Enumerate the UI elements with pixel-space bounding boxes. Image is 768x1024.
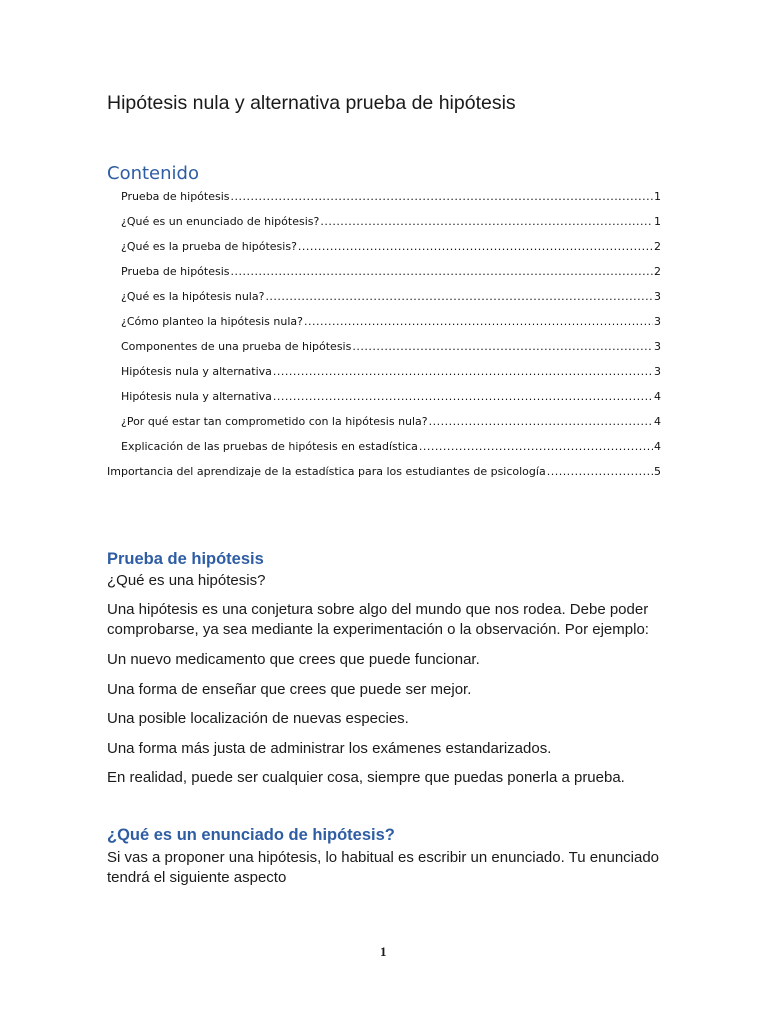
toc-entry-label: Hipótesis nula y alternativa [121,390,272,403]
toc-leader-dots [304,315,653,328]
toc-entry[interactable] [121,315,661,331]
paragraph: Una hipótesis es una conjetura sobre algo del mundo que nos rodea. Debe poder comprobarse, ya sea mediante la experimentación o la observación. Por ejemplo: [107,601,649,638]
section-subtitle: ¿Qué es una hipótesis? [107,572,266,589]
toc-leader-dots [273,390,653,403]
toc-entry-label: ¿Cómo planteo la hipótesis nula? [121,315,303,328]
toc-entry-label: Importancia del aprendizaje de la estadística para los estudiantes de psicología [107,465,546,478]
toc-entry-label: ¿Por qué estar tan comprometido con la hipótesis nula? [121,415,428,428]
paragraph: En realidad, puede ser cualquier cosa, siempre que puedas ponerla a prueba. [107,769,625,786]
section-heading: ¿Qué es un enunciado de hipótesis? [107,826,395,844]
toc-leader-dots [231,190,653,203]
toc-entry-page: 1 [654,215,661,228]
toc-entry[interactable] [121,215,661,231]
toc-entry-page: 3 [654,340,661,353]
toc-entry-label: Prueba de hipótesis [121,265,230,278]
toc-leader-dots [352,340,653,353]
toc-entry[interactable] [121,340,661,356]
toc-leader-dots [273,365,653,378]
toc-leader-dots [429,415,653,428]
toc-entry[interactable] [121,265,661,281]
toc-entry[interactable] [121,290,661,306]
toc-entry-label: Componentes de una prueba de hipótesis [121,340,352,353]
toc-leader-dots [265,290,653,303]
toc-entry-page: 2 [654,240,661,253]
toc-leader-dots [419,440,653,453]
toc-leader-dots [231,265,653,278]
toc-entry-page: 4 [654,440,661,453]
toc-entry-label: Explicación de las pruebas de hipótesis en estadística [121,440,418,453]
section-heading: Prueba de hipótesis [107,550,264,568]
toc-entry[interactable] [121,440,661,456]
toc-leader-dots [298,240,653,253]
toc-entry-page: 4 [654,415,661,428]
toc-entry-label: Prueba de hipótesis [121,190,230,203]
toc-entry[interactable] [121,365,661,381]
toc-entry-label: Hipótesis nula y alternativa [121,365,272,378]
document-title: Hipótesis nula y alternativa prueba de hipótesis [107,92,516,114]
toc-entry[interactable] [121,190,661,206]
toc-leader-dots [320,215,653,228]
toc-entry-page: 1 [654,190,661,203]
toc-entry[interactable] [121,415,661,431]
toc-entry[interactable] [107,465,661,481]
toc-entry-label: ¿Qué es la hipótesis nula? [121,290,265,303]
toc-entry-page: 5 [654,465,661,478]
toc-heading: Contenido [107,163,199,184]
paragraph: Una posible localización de nuevas especies. [107,710,409,727]
toc-entry-page: 2 [654,265,661,278]
toc-entry-page: 3 [654,290,661,303]
toc-entry-page: 4 [654,390,661,403]
toc-entry-label: ¿Qué es un enunciado de hipótesis? [121,215,320,228]
paragraph: Si vas a proponer una hipótesis, lo habitual es escribir un enunciado. Tu enunciado tendrá el siguiente aspecto [107,849,660,886]
paragraph: Una forma de enseñar que crees que puede ser mejor. [107,681,472,698]
toc-entry[interactable] [121,390,661,406]
toc-leader-dots [547,465,653,478]
toc-entry-page: 3 [654,315,661,328]
toc-entry-label: ¿Qué es la prueba de hipótesis? [121,240,297,253]
toc-entry[interactable] [121,240,661,256]
paragraph: Un nuevo medicamento que crees que puede funcionar. [107,651,480,668]
toc-entry-page: 3 [654,365,661,378]
paragraph: Una forma más justa de administrar los exámenes estandarizados. [107,740,552,757]
page-number: 1 [380,944,387,959]
